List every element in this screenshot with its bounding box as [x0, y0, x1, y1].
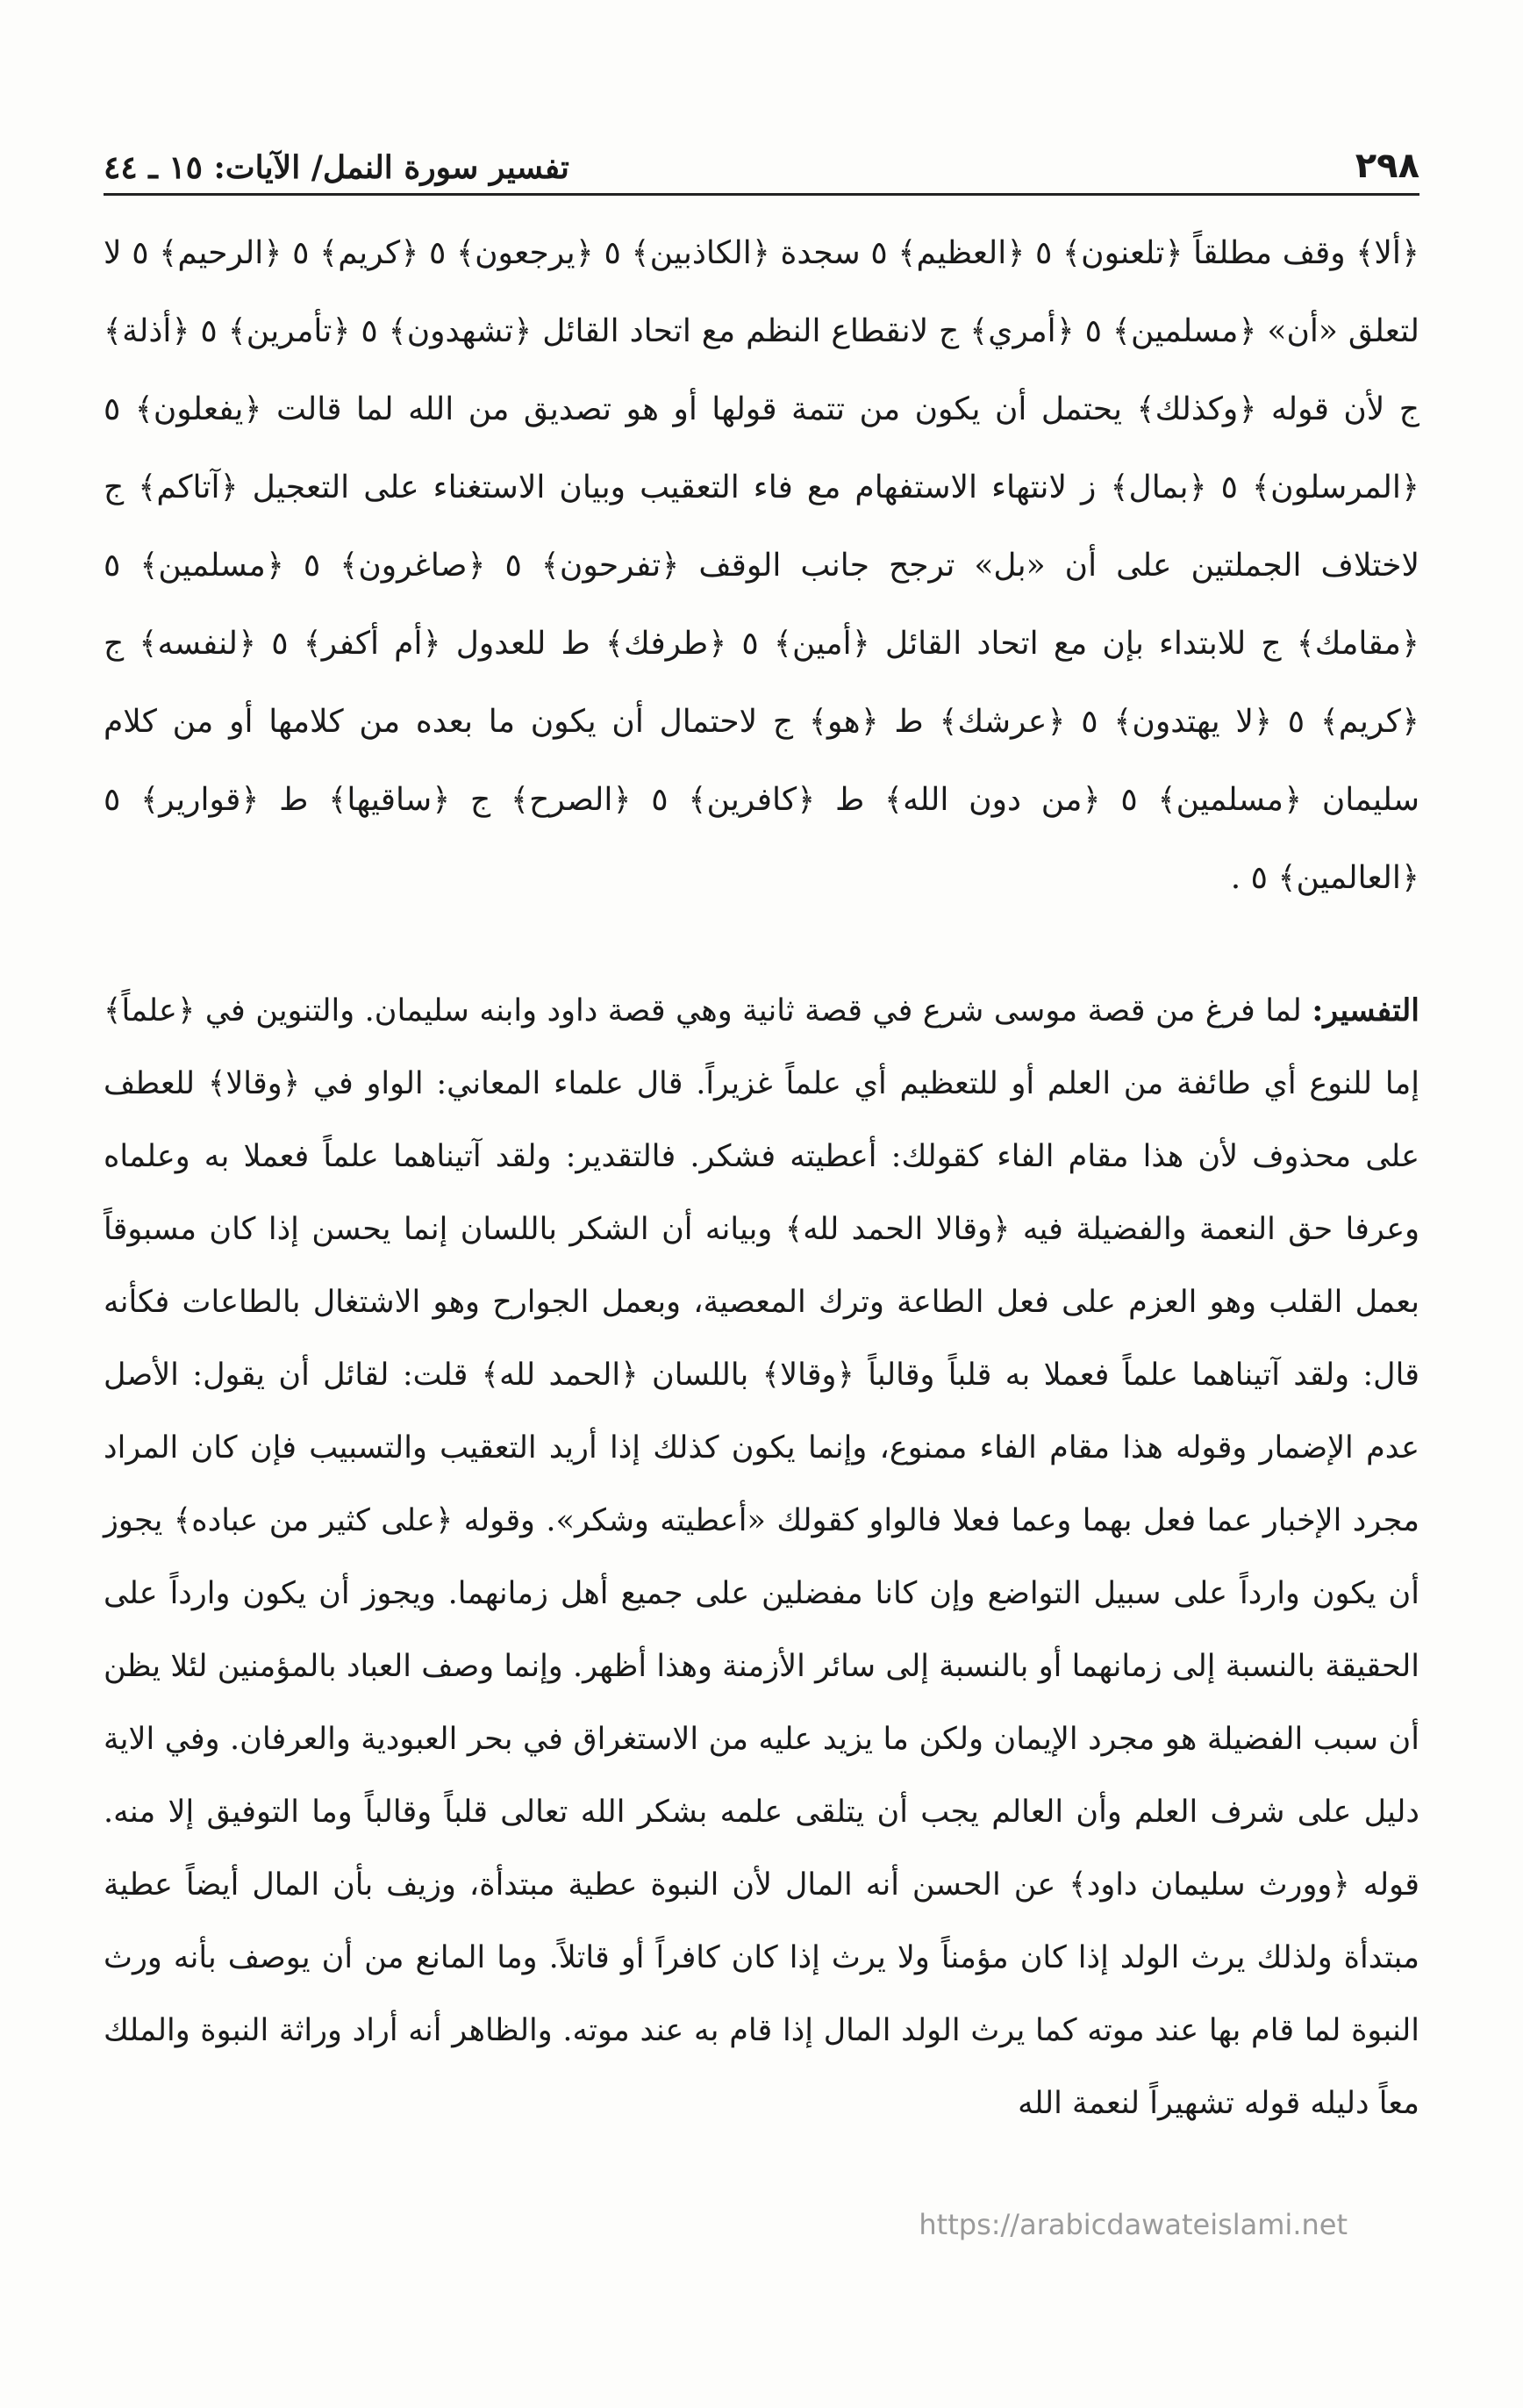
page-number: ٢٩٨ — [1355, 146, 1419, 186]
tafsir-label: التفسير: — [1312, 993, 1419, 1028]
page-header — [104, 123, 1419, 196]
source-watermark: https://arabicdawateislami.net — [919, 2208, 1348, 2241]
waqf-notes-paragraph: ﴿ألا﴾ وقف مطلقاً ﴿تلعنون﴾ ٥ ﴿العظيم﴾ ٥ سجدة ﴿الكاذبين﴾ ٥ ﴿يرجعون﴾ ٥ ﴿كريم﴾ ٥ ﴿الرحيم﴾ ٥ لا لتعلق «أن» ﴿مسلمين﴾ ٥ ﴿أمري﴾ ج لانقطاع النظم مع اتحاد القائل ﴿تشهدون﴾ ٥ ﴿تأمرين﴾ ٥ ﴿أذلة﴾ ج لأن قوله ﴿وكذلك﴾ يحتمل أن يكون من تتمة قولها أو هو تصديق من الله لما قالت ﴿يفعلون﴾ ٥ ﴿المرسلون﴾ ٥ ﴿بمال﴾ ز لانتهاء الاستفهام مع فاء التعقيب وبيان الاستغناء على التعجيل ﴿آتاكم﴾ ج لاختلاف الجملتين على أن «بل» ترجح جانب الوقف ﴿تفرحون﴾ ٥ ﴿صاغرون﴾ ٥ ﴿مسلمين﴾ ٥ ﴿مقامك﴾ ج للابتداء بإن مع اتحاد القائل ﴿أمين﴾ ٥ ﴿طرفك﴾ ط للعدول ﴿أم أكفر﴾ ٥ ﴿لنفسه﴾ ج ﴿كريم﴾ ٥ ﴿لا يهتدون﴾ ٥ ﴿عرشك﴾ ط ﴿هو﴾ ج لاحتمال أن يكون ما بعده من كلامها أو من كلام سليمان ﴿مسلمين﴾ ٥ ﴿من دون الله﴾ ط ﴿كافرين﴾ ٥ ﴿الصرح﴾ ج ﴿ساقيها﴾ ط ﴿قوارير﴾ ٥ ﴿العالمين﴾ ٥ . — [104, 235, 1420, 896]
running-title: تفسير سورة النمل/ الآيات: ١٥ ـ ٤٤ — [104, 149, 569, 186]
tafsir-body: لما فرغ من قصة موسى شرع في قصة ثانية وهي قصة داود وابنه سليمان. والتنوين في ﴿علماً﴾ إما للنوع أي طائفة من العلم أو للتعظيم أي علماً غزيراً. قال علماء المعاني: الواو في ﴿وقالا﴾ للعطف على محذوف لأن هذا مقام الفاء كقولك: أعطيته فشكر. فالتقدير: ولقد آتيناهما علماً فعملا به وعلماه وعرفا حق النعمة والفضيلة فيه ﴿وقالا الحمد لله﴾ وبيانه أن الشكر باللسان إنما يحسن إذا كان مسبوقاً بعمل القلب وهو العزم على فعل الطاعة وترك المعصية، وبعمل الجوارح وهو الاشتغال بالطاعات فكأنه قال: ولقد آتيناهما علماً فعملا به قلباً وقالباً ﴿وقالا﴾ باللسان ﴿الحمد لله﴾ قلت: لقائل أن يقول: الأصل عدم الإضمار وقوله هذا مقام الفاء ممنوع، وإنما يكون كذلك إذا أريد التعقيب والتسبيب فإن كان المراد مجرد الإخبار عما فعل بهما وعما فعلا فالواو كقولك «أعطيته وشكر». وقوله ﴿على كثير من عباده﴾ يجوز أن يكون وارداً على سبيل التواضع وإن كانا مفضلين على جميع أهل زمانهما. ويجوز أن يكون وارداً على الحقيقة بالنسبة إلى زمانهما أو بالنسبة إلى سائر الأزمنة وهذا أظهر. وإنما وصف العباد بالمؤمنين لئلا يظن أن سبب الفضيلة هو مجرد الإيمان ولكن ما يزيد عليه من الاستغراق في بحر العبودية والعرفان. وفي الاية دليل على شرف العلم وأن العالم يجب أن يتلقى علمه بشكر الله تعالى قلباً وقالباً وما التوفيق إلا منه. قوله ﴿وورث سليمان داود﴾ عن الحسن أنه المال لأن النبوة عطية مبتدأة، وزيف بأن المال أيضاً عطية مبتدأة ولذلك يرث الولد إذا كان مؤمناً ولا يرث إذا كان كافراً أو قاتلاً. وما المانع من أن يوصف بأنه ورث النبوة لما قام بها عند موته كما يرث الولد المال إذا قام به عند موته. والظاهر أنه أراد وراثة النبوة والملك معاً دليله قوله تشهيراً لنعمة الله — [104, 993, 1419, 2121]
tafsir-paragraph — [104, 974, 1419, 2140]
